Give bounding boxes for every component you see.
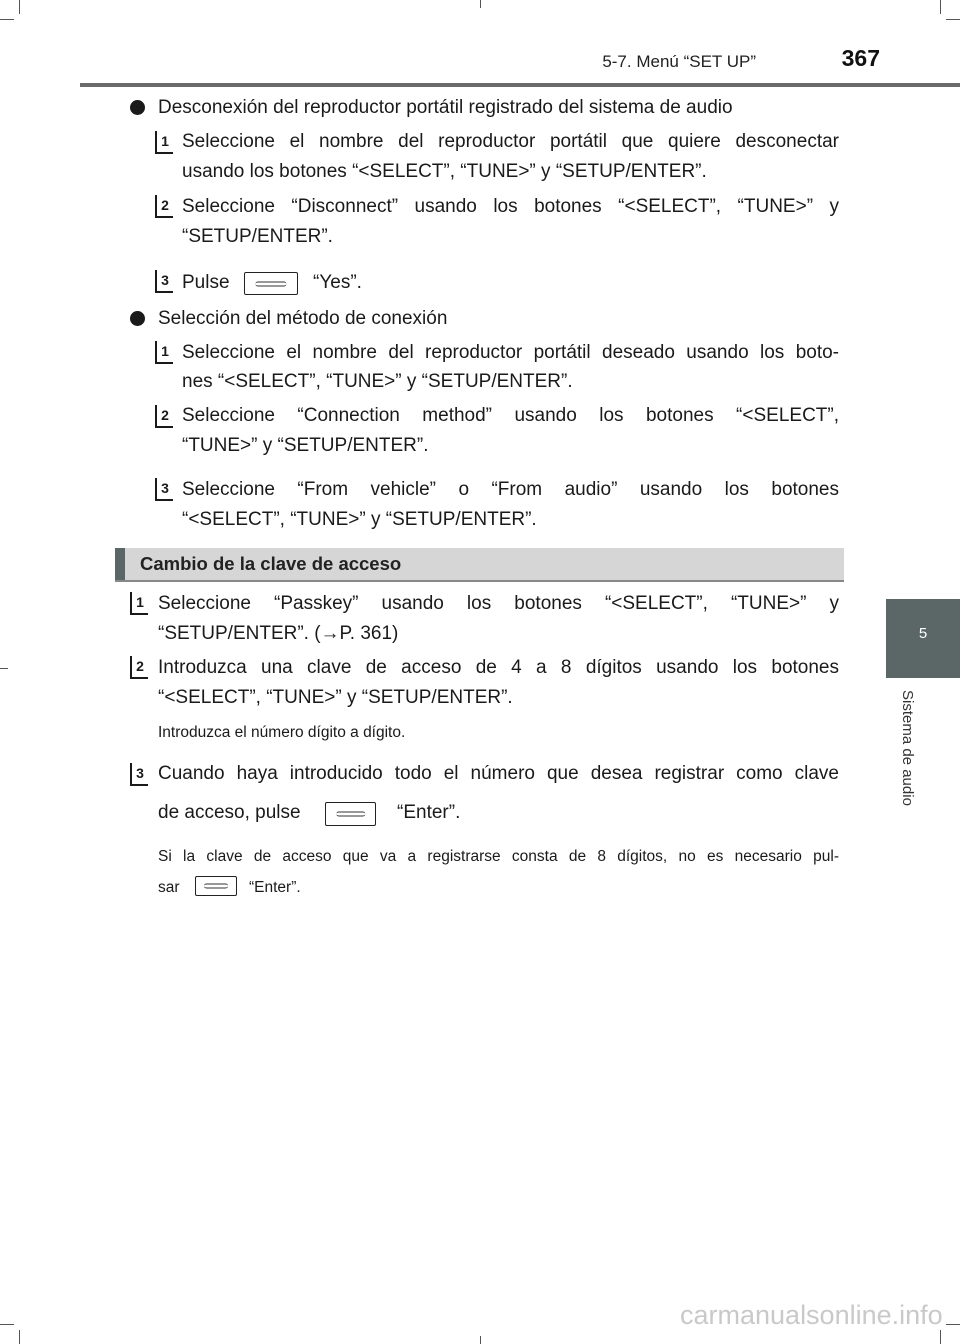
- bullet-icon: [130, 311, 145, 326]
- chapter-number: 5: [918, 625, 928, 642]
- step-text: Cuando haya introducido todo el número que desea registrar como clave: [158, 763, 839, 784]
- setup-enter-key-icon: [325, 802, 376, 826]
- crop-mark: [940, 0, 941, 14]
- step-number: 2: [155, 405, 173, 428]
- step-text: Seleccione el nombre del reproductor portátil deseado usando los boto-: [182, 342, 839, 363]
- crop-mark: [0, 1324, 14, 1325]
- section-accent: [115, 548, 125, 580]
- step-number: 1: [155, 341, 173, 364]
- chapter-label: Sistema de audio: [899, 690, 916, 806]
- step-text: de acceso, pulse: [158, 802, 301, 823]
- step-text: Seleccione “Passkey” usando los botones “<SELECT”, “TUNE>” y: [158, 593, 839, 614]
- watermark: carmanualsonline.info: [680, 1300, 943, 1330]
- step-text: Seleccione “From vehicle” o “From audio” usando los botones: [182, 479, 839, 500]
- step-note: sar: [158, 879, 180, 896]
- step-text: “<SELECT”, “TUNE>” y “SETUP/ENTER”.: [158, 687, 513, 708]
- step-text: “SETUP/ENTER”. (→P. 361): [158, 623, 399, 644]
- step-number: 3: [130, 763, 148, 786]
- step-number: 2: [130, 656, 148, 679]
- step-number: 3: [155, 270, 173, 293]
- header-rule: [80, 83, 960, 87]
- step-text: “TUNE>” y “SETUP/ENTER”.: [182, 435, 429, 456]
- step-text: “Enter”.: [397, 802, 461, 823]
- page-number: 367: [841, 45, 880, 71]
- step-text: Pulse: [182, 272, 230, 293]
- crop-mark: [946, 1324, 960, 1325]
- crop-mark: [946, 19, 960, 20]
- bullet-icon: [130, 100, 145, 115]
- crop-mark: [0, 668, 8, 669]
- step-number: 1: [155, 131, 173, 154]
- crop-mark: [0, 19, 14, 20]
- crop-mark: [19, 1330, 20, 1344]
- step-text: Seleccione “Disconnect” usando los botones “<SELECT”, “TUNE>” y: [182, 196, 839, 217]
- step-note: Si la clave de acceso que va a registrarse consta de 8 dígitos, no es necesario pul-: [158, 848, 839, 865]
- setup-enter-key-icon: [195, 876, 237, 896]
- crop-mark: [480, 1336, 481, 1344]
- step-number: 1: [130, 592, 148, 615]
- section-title: Cambio de la clave de acceso: [140, 553, 402, 574]
- crop-mark: [480, 0, 481, 8]
- step-text: usando los botones “<SELECT”, “TUNE>” y “SETUP/ENTER”.: [182, 161, 707, 182]
- bullet-heading: Desconexión del reproductor portátil registrado del sistema de audio: [158, 97, 733, 118]
- crop-mark: [940, 1330, 941, 1344]
- section-heading-bar: [115, 548, 844, 582]
- bullet-heading: Selección del método de conexión: [158, 308, 448, 329]
- chapter-tab: [886, 599, 960, 678]
- running-head: 5-7. Menú “SET UP”: [602, 52, 756, 71]
- crop-mark: [19, 0, 20, 14]
- step-text: Seleccione el nombre del reproductor portátil que quiere desconectar: [182, 131, 839, 152]
- step-text: nes “<SELECT”, “TUNE>” y “SETUP/ENTER”.: [182, 371, 573, 392]
- step-text: Seleccione “Connection method” usando los botones “<SELECT”,: [182, 405, 839, 426]
- step-text: “Yes”.: [313, 272, 362, 293]
- step-text: Introduzca una clave de acceso de 4 a 8 dígitos usando los botones: [158, 657, 839, 678]
- step-note: Introduzca el número dígito a dígito.: [158, 724, 406, 741]
- step-note: “Enter”.: [249, 879, 301, 896]
- step-text: “SETUP/ENTER”.: [182, 226, 333, 247]
- step-number: 2: [155, 195, 173, 218]
- step-text: “<SELECT”, “TUNE>” y “SETUP/ENTER”.: [182, 509, 537, 530]
- setup-enter-key-icon: [244, 272, 298, 295]
- step-number: 3: [155, 478, 173, 501]
